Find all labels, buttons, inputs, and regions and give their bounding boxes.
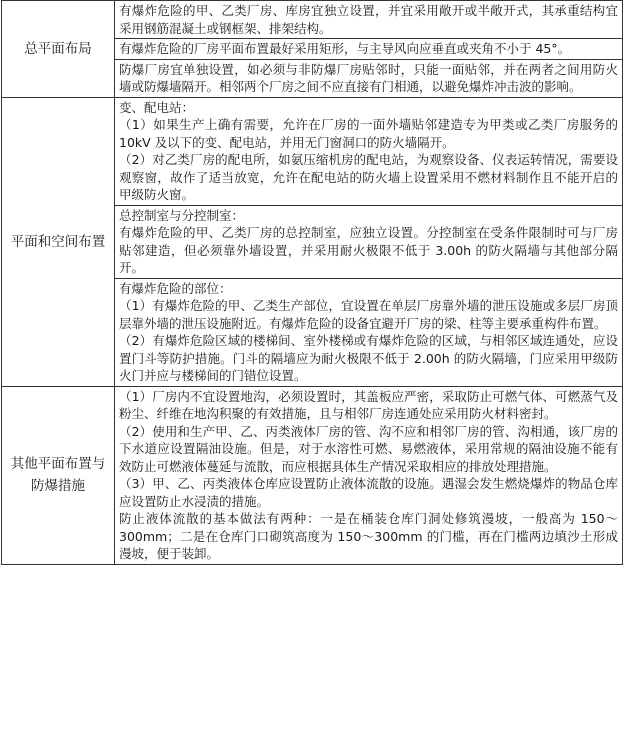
content-cell xyxy=(115,386,623,564)
subheading: 变、配电站： xyxy=(119,99,195,115)
table-row xyxy=(2,386,623,564)
paragraph: （2）使用和生产甲、乙、丙类液体厂房的管、沟不应和相邻厂房的管、沟相通，该厂房的下水道应设置隔油设施。但是，对于水溶性可燃、易燃液体，采用常规的隔油设施不能有效防止可燃液体蔓延与流散，而应根据具体生产情况采取相应的排放处理措施。 xyxy=(119,423,618,474)
subheading: 总控制室与分控制室： xyxy=(119,207,245,223)
paragraph: 有爆炸危险的甲、乙类厂房的总控制室，应独立设置。分控制室在受条件限制时可与厂房贴邻建造，但必须靠外墙设置，并采用耐火极限不低于 3.00h 的防火隔墙与其他部分隔开。 xyxy=(119,225,618,275)
paragraph: 有爆炸危险的厂房平面布置最好采用矩形，与主导风向应垂直或夹角不小于 45°。 xyxy=(119,41,571,56)
content-cell xyxy=(115,97,623,205)
row-heading-other-measures: 其他平面布置与防爆措施 xyxy=(2,386,115,564)
subheading: 有爆炸危险的部位： xyxy=(119,280,232,296)
fire-safety-table xyxy=(1,0,623,565)
content-cell xyxy=(115,39,623,60)
row-heading-plane-space-layout: 平面和空间布置 xyxy=(2,97,115,386)
paragraph: （2）对乙类厂房的配电所，如氨压缩机房的配电站，为观察设备、仪表运转情况，需要设观察窗，故作了适当放宽，允许在配电站的防火墙上设置采用不燃材料制作且不能开启的甲级防火窗。 xyxy=(119,152,618,202)
paragraph: （2）有爆炸危险区域的楼梯间、室外楼梯或有爆炸危险的区域，与相邻区域连通处，应设置门斗等防护措施。门斗的隔墙应为耐火极限不低于 2.00h 的防火隔墙，门应采用甲级防火门并应与楼梯间的门错位设置。 xyxy=(119,333,618,383)
paragraph: 防爆厂房宜单独设置，如必须与非防爆厂房贴邻时，只能一面贴邻，并在两者之间用防火墙或防爆墙隔开。相邻两个厂房之间不应直接有门相通，以避免爆炸冲击波的影响。 xyxy=(119,61,618,94)
paragraph: 防止液体流散的基本做法有两种：一是在桶装仓库门洞处修筑漫坡，一般高为 150～300mm；二是在仓库门口砌筑高度为 150～300mm 的门槛，再在门槛两边填沙土形成漫坡，便于装卸。 xyxy=(119,511,618,561)
content-cell xyxy=(115,205,623,278)
paragraph: （1）厂房内不宜设置地沟，必须设置时，其盖板应严密，采取防止可燃气体、可燃蒸气及粉尘、纤维在地沟积聚的有效措施，且与相邻厂房连通处应采用防火材料密封。 xyxy=(119,388,618,421)
table-row xyxy=(2,1,623,39)
paragraph: （1）有爆炸危险的甲、乙类生产部位，宜设置在单层厂房靠外墙的泄压设施或多层厂房顶层靠外墙的泄压设施附近。有爆炸危险的设备宜避开厂房的梁、柱等主要承重构件布置。 xyxy=(119,298,618,331)
row-heading-general-layout: 总平面布局 xyxy=(2,1,115,98)
paragraph: 有爆炸危险的甲、乙类厂房、库房宜独立设置，并宜采用敞开或半敞开式，其承重结构宜采用钢筋混凝土或钢框架、排架结构。 xyxy=(119,3,618,36)
content-cell xyxy=(115,59,623,97)
content-cell xyxy=(115,278,623,386)
table-row xyxy=(2,97,623,205)
paragraph: （3）甲、乙、丙类液体仓库应设置防止液体流散的设施。遇湿会发生燃烧爆炸的物品仓库应设置防止水浸渍的措施。 xyxy=(119,476,618,509)
content-cell xyxy=(115,1,623,39)
paragraph: （1）如果生产上确有需要，允许在厂房的一面外墙贴邻建造专为甲类或乙类厂房服务的 10kV 及以下的变、配电站，并用无门窗洞口的防火墙隔开。 xyxy=(119,117,618,150)
